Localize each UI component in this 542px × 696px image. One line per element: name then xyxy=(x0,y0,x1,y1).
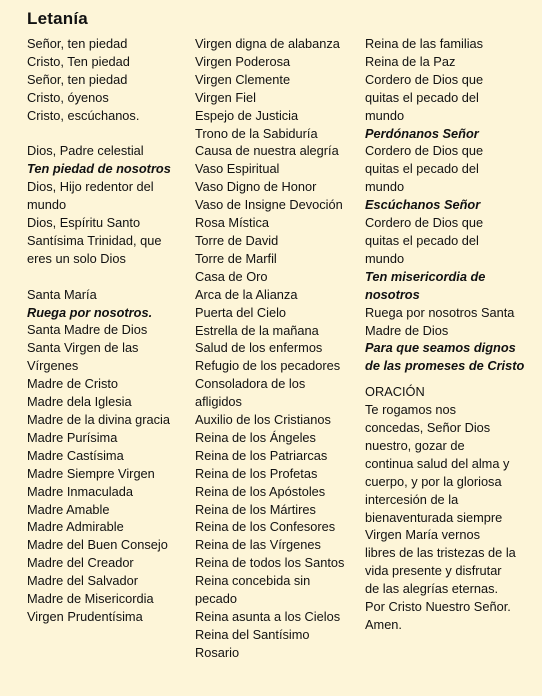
litany-line: Madre del Salvador xyxy=(27,573,138,589)
litany-line: Madre de Cristo xyxy=(27,376,119,392)
litany-response: Escúchanos Señor xyxy=(365,197,481,213)
litany-line: concedas, Señor Dios xyxy=(365,420,491,436)
litany-line: Causa de nuestra alegría xyxy=(195,143,339,159)
litany-line: Reina de los Ángeles xyxy=(195,429,316,445)
litany-line: cuerpo, y por la gloriosa xyxy=(365,473,502,489)
litany-line: Puerta del Cielo xyxy=(195,304,287,320)
litany-column-1 xyxy=(27,35,192,626)
litany-line: Madre del Buen Consejo xyxy=(27,537,168,553)
litany-line: Espejo de Justicia xyxy=(195,107,299,123)
litany-line: bienaventurada siempre xyxy=(365,509,503,525)
litany-line: Madre de la divina gracia xyxy=(27,412,170,427)
litany-line: Vírgenes xyxy=(27,358,79,374)
litany-line: Cordero de Dios que xyxy=(365,143,484,159)
litany-line: ORACIÓN xyxy=(365,384,425,400)
litany-line: Virgen digna de alabanza xyxy=(195,36,340,51)
litany-line: Santísima Trinidad, que xyxy=(27,232,162,248)
litany-line: Cordero de Dios que xyxy=(365,71,484,87)
litany-line: Reina del Santísimo xyxy=(195,626,310,642)
litany-line: Madre Castísima xyxy=(27,447,124,463)
litany-line: afligidos xyxy=(195,394,242,410)
litany-line: Reina de las familias xyxy=(365,36,484,51)
litany-line: Virgen Poderosa xyxy=(195,53,291,69)
litany-response: Ten misericordia de xyxy=(365,268,486,284)
spacer xyxy=(365,375,537,383)
litany-line: Reina de las Vírgenes xyxy=(195,537,321,553)
litany-line: Reina de los Profetas xyxy=(195,465,318,481)
litany-line: Madre Siempre Virgen xyxy=(27,465,155,481)
litany-line: Consoladora de los xyxy=(195,376,306,392)
litany-line: Vaso Digno de Honor xyxy=(195,179,317,195)
litany-line: vida presente y disfrutar xyxy=(365,563,502,579)
litany-line: mundo xyxy=(365,107,405,123)
litany-line: Virgen Prudentísima xyxy=(27,608,143,624)
litany-response: Para que seamos dignos xyxy=(365,340,516,356)
spacer xyxy=(27,125,192,143)
page-title: Letanía xyxy=(27,9,88,28)
litany-line: Dios, Hijo redentor del xyxy=(27,179,154,195)
litany-line: Virgen María vernos xyxy=(365,527,480,543)
litany-response: de las promeses de Cristo xyxy=(365,358,525,374)
litany-line: Cordero de Dios que xyxy=(365,215,484,231)
litany-line: Reina concebida sin xyxy=(195,573,311,589)
litany-line: mundo xyxy=(365,179,405,195)
litany-line: quitas el pecado del xyxy=(365,161,479,177)
litany-line: Madre de Misericordia xyxy=(27,591,154,607)
litany-line: Reina de los Apóstoles xyxy=(195,483,326,499)
litany-line: Señor, ten piedad xyxy=(27,36,128,51)
litany-line: de las alegrías eternas. xyxy=(365,581,499,597)
litany-line: Por Cristo Nuestro Señor. xyxy=(365,599,511,615)
litany-response: Ten piedad de nosotros xyxy=(27,161,171,177)
litany-line: libres de las tristezas de la xyxy=(365,545,516,561)
litany-line: Reina de los Mártires xyxy=(195,501,316,517)
litany-line: Dios, Espíritu Santo xyxy=(27,215,141,231)
litany-line: Madre de Dios xyxy=(365,322,449,338)
litany-line: intercesión de la xyxy=(365,491,459,507)
litany-line: Auxilio de los Cristianos xyxy=(195,412,331,428)
litany-line: Cristo, Ten piedad xyxy=(27,53,130,69)
litany-line: Reina de todos los Santos xyxy=(195,555,345,571)
litany-line: Señor, ten piedad xyxy=(27,71,128,87)
litany-line: Madre Amable xyxy=(27,501,110,517)
litany-line: Amen. xyxy=(365,617,402,632)
litany-line: quitas el pecado del xyxy=(365,89,479,105)
litany-line: mundo xyxy=(365,250,405,266)
spacer xyxy=(27,268,192,286)
litany-line: Salud de los enfermos xyxy=(195,340,323,356)
litany-response: Perdónanos Señor xyxy=(365,125,479,141)
litany-line: Reina de la Paz xyxy=(365,53,456,69)
litany-line: Reina de los Confesores xyxy=(195,519,336,535)
litany-line: Santa Virgen de las xyxy=(27,340,139,356)
litany-line: eres un solo Dios xyxy=(27,250,126,266)
litany-line: Torre de David xyxy=(195,232,279,248)
litany-line: Cristo, escúchanos. xyxy=(27,107,140,123)
litany-line: mundo xyxy=(27,197,67,213)
litany-line: Vaso Espiritual xyxy=(195,161,280,177)
litany-line: Trono de la Sabiduría xyxy=(195,125,318,141)
litany-line: Madre Inmaculada xyxy=(27,483,133,499)
litany-line: Virgen Clemente xyxy=(195,71,291,87)
litany-line: Ruega por nosotros Santa xyxy=(365,304,515,320)
litany-line: Rosario xyxy=(195,644,240,660)
litany-line: Vaso de Insigne Devoción xyxy=(195,197,343,213)
litany-response: nosotros xyxy=(365,286,420,302)
litany-column-2 xyxy=(195,35,355,662)
litany-line: Dios, Padre celestial xyxy=(27,143,144,159)
litany-line: Cristo, óyenos xyxy=(27,89,109,105)
litany-line: Te rogamos nos xyxy=(365,402,457,418)
litany-line: quitas el pecado del xyxy=(365,232,479,248)
litany-line: Virgen Fiel xyxy=(195,89,256,105)
litany-line: Casa de Oro xyxy=(195,268,268,284)
litany-line: Madre dela Iglesia xyxy=(27,394,132,410)
litany-line: Reina de los Patriarcas xyxy=(195,447,328,463)
litany-line: Santa María xyxy=(27,286,97,302)
litany-line: Estrella de la mañana xyxy=(195,322,319,338)
litany-column-3 xyxy=(365,35,537,634)
litany-line: Santa Madre de Dios xyxy=(27,322,148,338)
litany-line: nuestro, gozar de xyxy=(365,437,465,453)
litany-line: Arca de la Alianza xyxy=(195,286,298,302)
litany-line: Refugio de los pecadores xyxy=(195,358,341,374)
litany-line: Madre del Creador xyxy=(27,555,134,571)
litany-line: Torre de Marfil xyxy=(195,250,277,266)
litany-line: Madre Purísima xyxy=(27,429,118,445)
litany-response: Ruega por nosotros. xyxy=(27,304,153,320)
litany-line: Madre Admirable xyxy=(27,519,124,535)
litany-line: Reina asunta a los Cielos xyxy=(195,609,341,624)
litany-line: pecado xyxy=(195,591,237,607)
litany-line: continua salud del alma y xyxy=(365,455,510,471)
litany-line: Rosa Mística xyxy=(195,215,269,231)
